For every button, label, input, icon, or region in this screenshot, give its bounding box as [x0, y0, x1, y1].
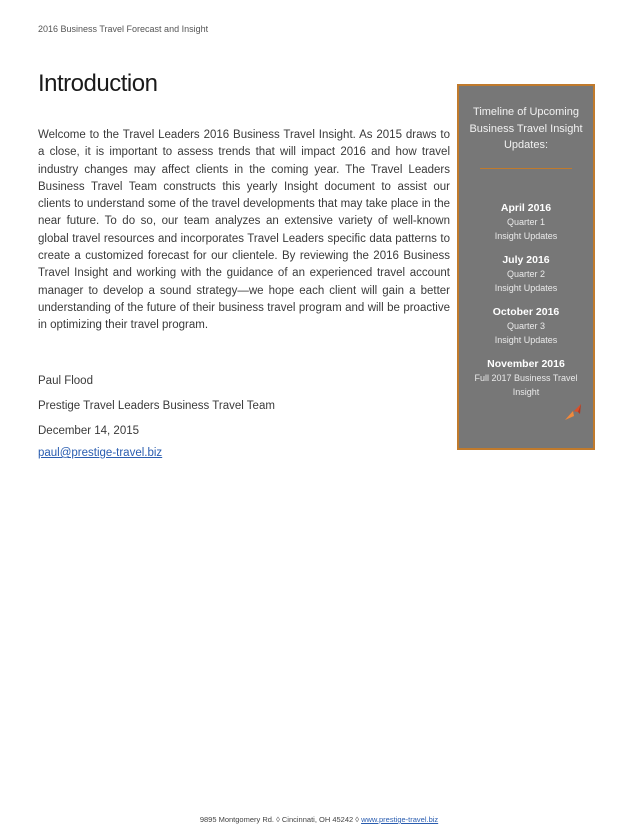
timeline-item — [459, 305, 593, 347]
timeline-desc: Quarter 1 — [506, 216, 546, 227]
page-title: Introduction — [38, 70, 158, 97]
timeline-desc: Insight Updates — [494, 282, 558, 293]
signature-email-link[interactable]: paul@prestige-travel.biz — [38, 447, 163, 459]
timeline-date: November 2016 — [487, 357, 565, 370]
timeline-date: April 2016 — [500, 201, 552, 214]
timeline-desc: Insight Updates — [494, 334, 558, 345]
timeline-date: July 2016 — [502, 253, 550, 266]
signature-date: December 14, 2015 — [38, 425, 140, 437]
timeline-desc: Full 2017 Business Travel Insight — [474, 372, 578, 397]
timeline-item — [459, 253, 593, 295]
timeline-heading: Timeline of Upcoming Business Travel Insight Updates: — [469, 106, 583, 151]
timeline-desc: Quarter 3 — [506, 320, 546, 331]
footer-address: 9895 Montgomery Rd. ◊ Cincinnati, OH 45242 ◊ — [199, 815, 362, 824]
footer — [0, 815, 638, 824]
timeline-list — [459, 201, 593, 399]
timeline-divider — [480, 168, 572, 169]
airplane-icon — [563, 402, 583, 422]
timeline-date: October 2016 — [492, 305, 560, 318]
signature-name: Paul Flood — [38, 375, 93, 387]
timeline-item — [459, 201, 593, 243]
footer-website-link[interactable]: www.prestige-travel.biz — [361, 815, 439, 824]
signature-team: Prestige Travel Leaders Business Travel Team — [38, 400, 275, 412]
timeline-desc: Quarter 2 — [506, 268, 546, 279]
intro-paragraph: Welcome to the Travel Leaders 2016 Business Travel Insight. As 2015 draws to a close, it is important to assess trends that will impact 2016 and how travel industry changes may affect clients in the coming year. The Travel Leaders Business Travel Team constructs this yearly Insight document to assist our clients to understand some of the travel developments that may take place in the near future. To do so, our team analyzes an extensive variety of well-known global travel resources and incorporates Travel Leaders specific data patterns to create a customized forecast for our clientele. By reviewing the 2016 Business Travel Insight and working with the guidance of an experienced travel account manager to develop a sound strategy—we hope each client will gain a better understanding of the future of their business travel program and will be proactive in optimizing their travel program. — [38, 129, 450, 332]
timeline-desc: Insight Updates — [494, 230, 558, 241]
timeline-item — [459, 357, 593, 399]
running-header: 2016 Business Travel Forecast and Insight — [38, 24, 209, 34]
timeline-sidebar — [457, 84, 595, 450]
